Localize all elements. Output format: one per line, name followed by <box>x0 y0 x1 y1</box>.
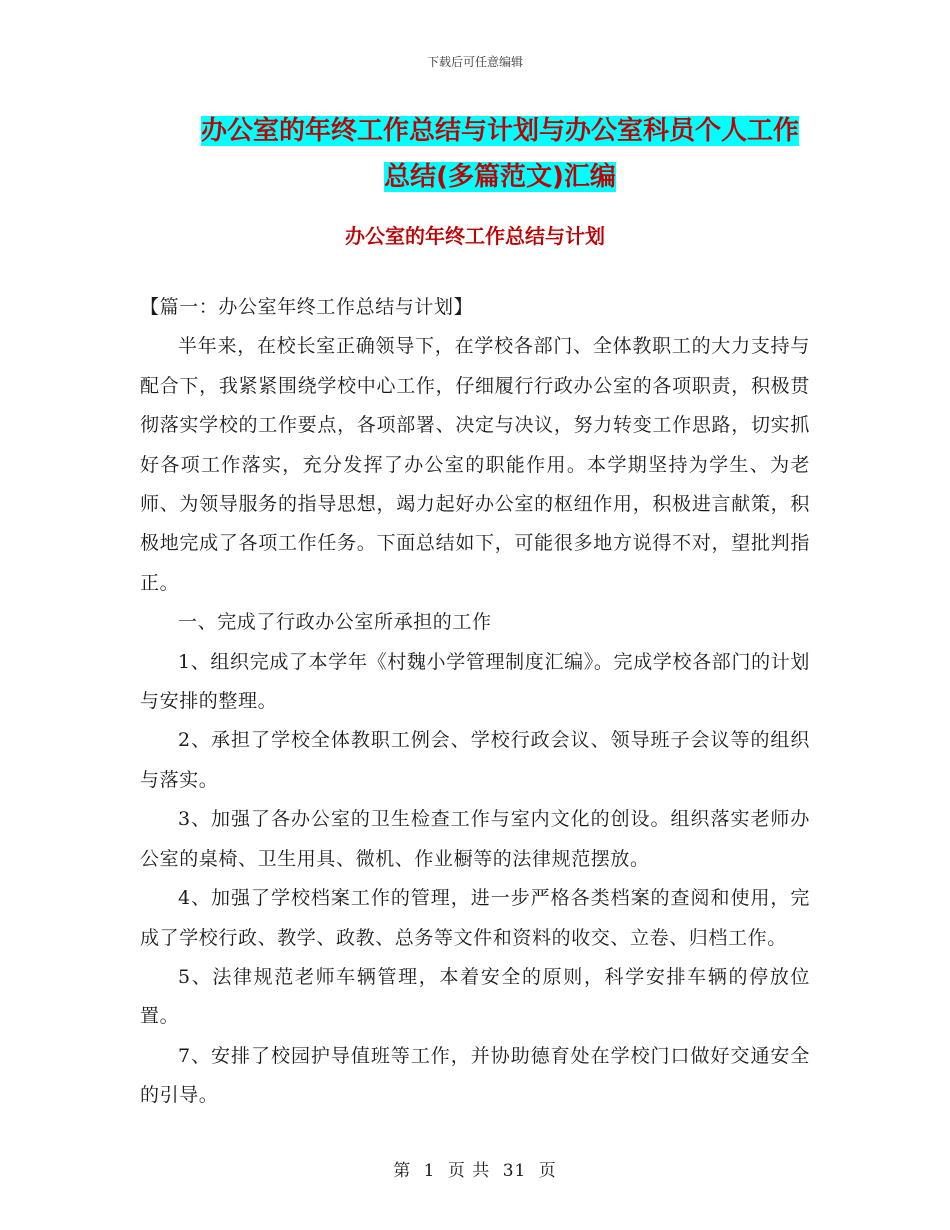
page-prefix: 第 <box>393 1161 412 1181</box>
paragraph: 7、安排了校园护导值班等工作，并协助德育处在学校门口做好交通安全的引导。 <box>140 1044 810 1107</box>
paragraph-heading: 【篇一：办公室年终工作总结与计划】 <box>140 296 474 318</box>
page-mid: 页 共 <box>447 1161 491 1181</box>
document-title-line1: 办公室的年终工作总结与计划与办公室科员个人工作 <box>200 116 799 146</box>
paragraph: 一、完成了行政办公室所承担的工作 <box>178 611 492 634</box>
document-title <box>150 108 850 200</box>
document-body <box>140 288 810 1116</box>
paragraph: 2、承担了学校全体教职工例会、学校行政会议、领导班子会议等的组织与落实。 <box>140 729 810 791</box>
paragraph: 4、加强了学校档案工作的管理，进一步严格各类档案的查阅和使用，完成了学校行政、教学、政教、总务等文件和资料的收交、立卷、归档工作。 <box>140 887 810 949</box>
page-footer <box>0 1156 950 1181</box>
paragraph: 5、法律规范老师车辆管理，本着安全的原则，科学安排车辆的停放位置。 <box>140 965 810 1028</box>
header-note: 下载后可任意编辑 <box>426 55 523 69</box>
document-title-line2: 总结(多篇范文)汇编 <box>384 162 616 192</box>
section-title: 办公室的年终工作总结与计划 <box>345 224 605 248</box>
paragraph: 1、组织完成了本学年《村魏小学管理制度汇编》。完成学校各部门的计划与安排的整理。 <box>140 650 810 713</box>
page-current: 1 <box>423 1161 436 1181</box>
paragraph: 半年来，在校长室正确领导下，在学校各部门、全体教职工的大力支持与配合下，我紧紧围绕学校中心工作，仔细履行行政办公室的各项职责，积极贯彻落实学校的工作要点，各项部署、决定与决议，努力转变工作思路，切实抓好各项工作落实，充分发挥了办公室的职能作用。本学期坚持为学生、为老师、为领导服务的指导思想，竭力起好办公室的枢纽作用，积极进言献策，积极地完成了各项工作任务。下面总结如下，可能很多地方说得不对，望批判指正。 <box>140 335 810 594</box>
paragraph: 3、加强了各办公室的卫生检查工作与室内文化的创设。组织落实老师办公室的桌椅、卫生用具、微机、作业橱等的法律规范摆放。 <box>140 808 810 870</box>
page-total: 31 <box>502 1161 527 1181</box>
page-suffix: 页 <box>538 1161 557 1181</box>
